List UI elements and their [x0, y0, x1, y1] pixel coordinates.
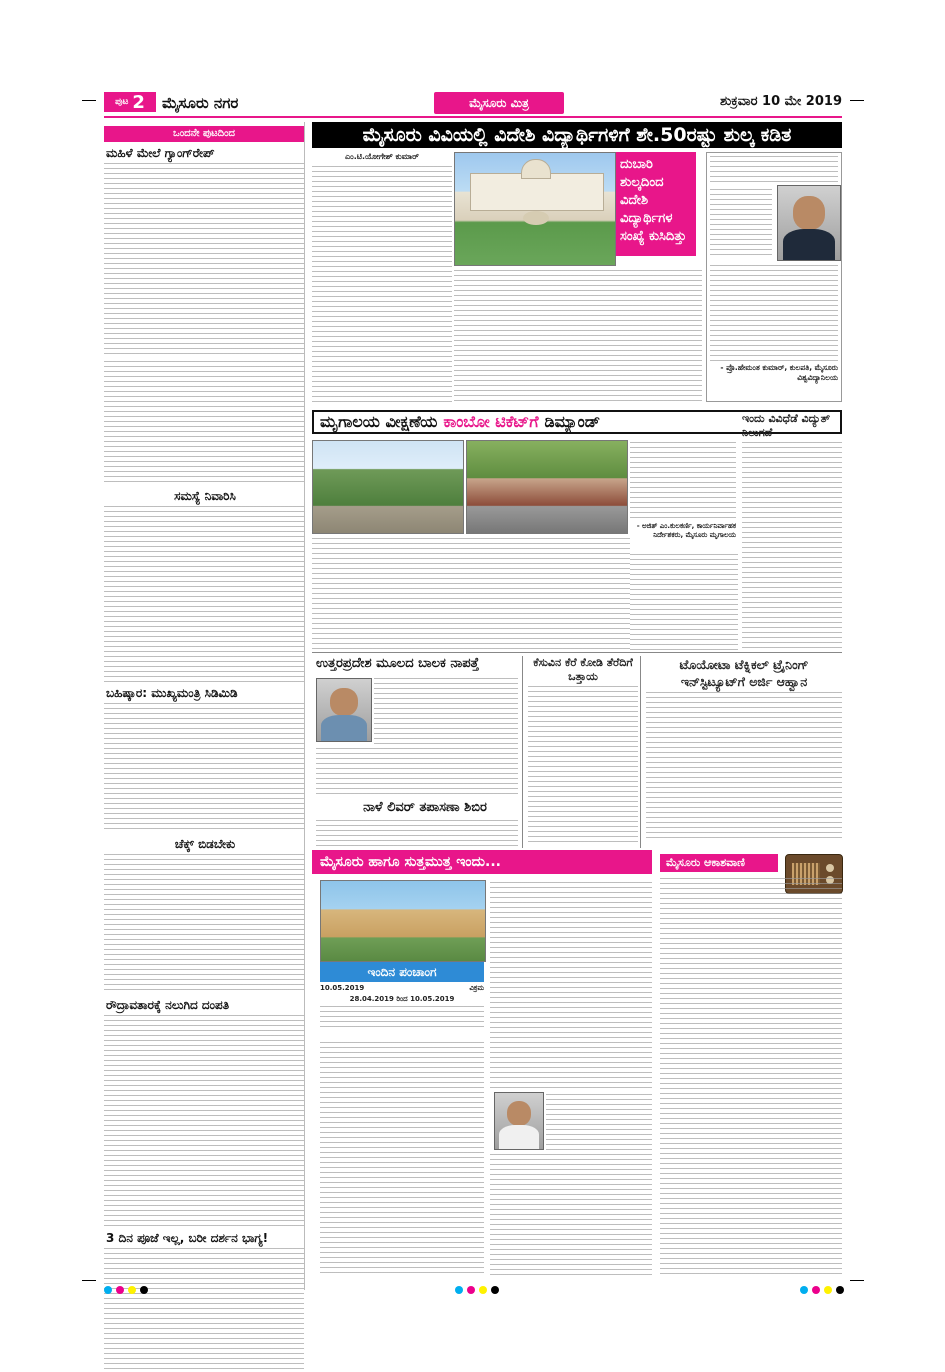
- zoo-entrance-photo: [466, 440, 628, 534]
- events-list-1: [320, 1040, 484, 1278]
- zoo-headline-part-b: ಕಾಂಬೋ ಟಿಕೆಟ್‌ಗೆ: [443, 412, 539, 431]
- university-fountain: [523, 211, 549, 225]
- story-body: [646, 692, 842, 842]
- mysore-university-photo: [454, 152, 616, 266]
- page-label: ಪುಟ: [115, 97, 129, 107]
- story-body: [104, 361, 304, 485]
- lake-headline: ಕೆಸುವಿನ ಕೆರೆ ಕೋಡಿ ತೆರೆದಿಗೆ ಒತ್ತಾಯ: [533, 656, 633, 683]
- portrait-body: [499, 1125, 539, 1149]
- lead-callout: ದುಬಾರಿ ಶುಲ್ಕದಿಂದ ವಿದೇಶಿ ವಿದ್ಯಾರ್ಥಿಗಳ ಸಂಖ್ಯೆ ಕುಸಿದಿತ್ತು: [616, 152, 696, 256]
- story-heading-gangrape: ಮಹಿಳೆ ಮೇಲೆ ಗ್ಯಾಂಗ್‌ರೇಪ್: [106, 146, 215, 160]
- color-registration-marks: [104, 1286, 148, 1294]
- panchanga-title: ಇಂದಿನ ಪಂಚಾಂಗ: [320, 962, 484, 982]
- portrait-face: [793, 196, 825, 229]
- portrait-face: [330, 688, 358, 716]
- events-title: ಮೈಸೂರು ಹಾಗೂ ಸುತ್ತಮುತ್ತ ಇಂದು...: [312, 850, 652, 874]
- toyota-headline: ಟೊಯೋಟಾ ಟೆಕ್ನಿಕಲ್ ಟ್ರೈನಿಂಗ್ ಇನ್‌ಸ್ಟಿಟ್ಯೂಟ್‌ಗೆ ಅರ್ಜಿ ಆಹ್ವಾನ: [679, 657, 809, 689]
- panchanga-body: [320, 1006, 484, 1028]
- yellow-dot-icon: [479, 1286, 487, 1294]
- zoo-headline-part-a: ಮೃಗಾಲಯ ವೀಕ್ಷಣೆಯ: [320, 412, 438, 431]
- events-body: [660, 1118, 842, 1276]
- yellow-dot-icon: [128, 1286, 136, 1294]
- lake-story: [528, 656, 638, 848]
- magenta-dot-icon: [467, 1286, 475, 1294]
- story-heading-check: ಚೆಕ್ಕ್ ಬಿಡಬೇಕು: [174, 837, 236, 851]
- color-registration-marks: [800, 1286, 844, 1294]
- magenta-dot-icon: [116, 1286, 124, 1294]
- story-heading-couple: ರೌದ್ರಾವತಾರಕ್ಕೆ ನಲುಗಿದ ದಂಪತಿ: [106, 998, 230, 1012]
- cyan-dot-icon: [800, 1286, 808, 1294]
- lead-headline: ಮೈಸೂರು ವಿವಿಯಲ್ಲಿ ವಿದೇಶಿ ವಿದ್ಯಾರ್ಥಿಗಳಿಗೆ ಶೇ.50ರಷ್ಟು ಶುಲ್ಕ ಕಡಿತ: [312, 122, 842, 148]
- row-divider: [312, 652, 842, 653]
- black-dot-icon: [836, 1286, 844, 1294]
- cyan-dot-icon: [455, 1286, 463, 1294]
- story-heading-darshan: 3 ದಿನ ಪೂಜೆ ಇಲ್ಲ, ಬರೀ ದರ್ಶನ ಭಾಗ್ಯ!: [106, 1231, 269, 1245]
- page-number: 2: [132, 91, 145, 113]
- panchanga-times: 28.04.2019 ರಿಂದ 10.05.2019: [349, 995, 455, 1003]
- radio-schedule: [660, 876, 842, 1118]
- crop-mark: [82, 1280, 96, 1281]
- lead-story-columns-2-3: [454, 268, 702, 406]
- lead-story-column-1: [312, 164, 452, 406]
- page-header: [104, 92, 842, 114]
- crop-mark: [82, 100, 96, 101]
- story-body: [104, 163, 304, 357]
- liver-camp-body: [316, 818, 518, 850]
- quote-body: [630, 442, 736, 518]
- events-list-5: [660, 1116, 842, 1280]
- events-list-4: [490, 1152, 652, 1280]
- magenta-dot-icon: [812, 1286, 820, 1294]
- portrait-face: [507, 1101, 532, 1126]
- zoo-quote-credit: - ಅಜಿತ್ ಎಂ.ಕುಲಕರ್ಣಿ, ಕಾರ್ಯನಿರ್ವಾಹಕ ನಿರ್ದೇಶಕರು, ಮೈಸೂರು ಮೃಗಾಲಯ: [636, 522, 736, 539]
- zoo-story-body: [312, 536, 630, 654]
- column-divider: [640, 656, 641, 848]
- black-dot-icon: [140, 1286, 148, 1294]
- speaker-photo: [494, 1092, 544, 1150]
- events-list-2: [490, 880, 652, 1092]
- zoo-gate-photo: [312, 440, 464, 534]
- crop-mark: [850, 100, 864, 101]
- panchanga-dates: [320, 984, 484, 993]
- radio-body: [660, 878, 842, 1114]
- story-body: [316, 820, 518, 846]
- continued-column: [104, 122, 305, 1290]
- portrait-body: [783, 229, 835, 260]
- story-body: [374, 678, 518, 746]
- quote-body: [710, 189, 772, 259]
- vice-chancellor-portrait: [777, 185, 841, 261]
- lead-byline: ಎಂ.ಟಿ.ಯೋಗೇಶ್ ಕುಮಾರ್: [345, 152, 419, 161]
- quote-body: [710, 265, 838, 361]
- cyan-dot-icon: [104, 1286, 112, 1294]
- story-body: [742, 442, 842, 650]
- black-dot-icon: [491, 1286, 499, 1294]
- radio-knob-icon: [826, 864, 834, 872]
- story-body: [104, 1015, 304, 1227]
- radio-title: ಮೈಸೂರು ಆಕಾಶವಾಣಿ: [660, 854, 778, 872]
- crop-mark: [850, 1280, 864, 1281]
- masthead-logo: ಮೈಸೂರು ಮಿತ್ರ: [434, 92, 564, 114]
- events-body: [490, 1154, 652, 1276]
- power-cut-story: [742, 412, 842, 654]
- story-body: [104, 703, 304, 833]
- power-cut-headline: ಇಂದು ವಿವಿಧೆಡೆ ವಿದ್ಯುತ್ ನಿಲುಗಡೆ: [742, 412, 831, 439]
- panchanga-box: [320, 984, 484, 1032]
- events-body: [320, 1042, 484, 1274]
- header-rule: [104, 116, 842, 118]
- story-body: [104, 1248, 304, 1372]
- story-body: [312, 166, 452, 402]
- events-body: [546, 1094, 652, 1150]
- story-body: [104, 854, 304, 994]
- lead-quote-box: [706, 152, 842, 402]
- events-list-3: [546, 1092, 652, 1154]
- panchanga-date: 10.05.2019: [320, 984, 365, 992]
- university-dome: [521, 159, 551, 179]
- missing-boy-body: [374, 676, 518, 750]
- color-registration-marks: [455, 1286, 499, 1294]
- missing-boy-photo: [316, 678, 372, 742]
- zoo-story-body-2: [630, 552, 738, 654]
- story-body: [630, 554, 738, 650]
- column-divider: [522, 656, 523, 848]
- story-body: [316, 748, 518, 794]
- story-heading-boycott: ಬಹಿಷ್ಕಾರ: ಮುಖ್ಯಮಂತ್ರಿ ಸಿಡಿಮಿಡಿ: [106, 686, 238, 700]
- zoo-headline-part-c: ಡಿಮ್ಯಾಂಡ್: [544, 412, 601, 431]
- story-body: [454, 270, 702, 402]
- quote-body: [710, 156, 838, 182]
- zoo-quote-box: [630, 440, 736, 540]
- story-heading-problem: ಸಮಸ್ಯೆ ನಿವಾರಿಸಿ: [174, 489, 236, 503]
- portrait-body: [321, 715, 366, 741]
- story-body: [104, 506, 304, 682]
- liver-camp-headline: ನಾಳೆ ಲಿವರ್ ತಪಾಸಣಾ ಶಿಬಿರ: [363, 800, 487, 815]
- events-body: [490, 882, 652, 1088]
- toyota-story: [646, 656, 842, 846]
- story-body: [528, 686, 638, 844]
- section-title: ಮೈಸೂರು ನಗರ: [162, 94, 239, 112]
- continued-kicker: ಒಂದನೇ ಪುಟದಿಂದ: [104, 126, 304, 142]
- missing-boy-body-2: [316, 746, 518, 798]
- mysore-palace-photo: [320, 880, 486, 962]
- missing-boy-headline: ಉತ್ತರಪ್ರದೇಶ ಮೂಲದ ಬಾಲಕ ನಾಪತ್ತೆ: [316, 656, 480, 671]
- page-number-badge: [104, 92, 156, 112]
- yellow-dot-icon: [824, 1286, 832, 1294]
- lead-byline-block: [312, 152, 452, 162]
- panchanga-right: ವಿಕ್ರಮ: [469, 984, 484, 992]
- issue-date: ಶುಕ್ರವಾರ 10 ಮೇ 2019: [720, 94, 842, 109]
- story-body: [312, 538, 630, 650]
- quote-credit: - ಪ್ರೊ.ಹೇಮಂತ ಕುಮಾರ್, ಕುಲಪತಿ, ಮೈಸೂರು ವಿಶ್ವವಿದ್ಯಾನಿಲಯ: [720, 363, 838, 382]
